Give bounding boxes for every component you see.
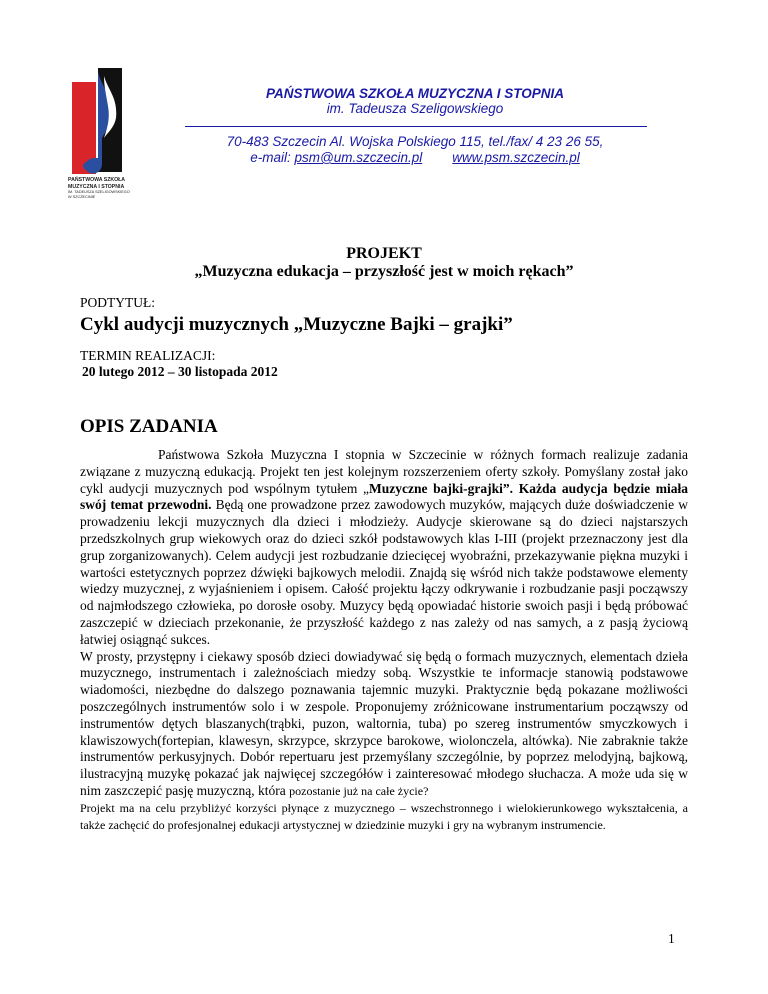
subtitle-value: Cykl audycji muzycznych „Muzyczne Bajki – grajki” [80, 314, 513, 335]
school-patron: im. Tadeusza Szeligowskiego [326, 101, 504, 116]
contact-line [180, 150, 650, 165]
project-title: „Muzyczna edukacja – przyszłość jest w moich rękach” [194, 263, 574, 280]
logo-caption [68, 177, 130, 200]
term-value: 20 lutego 2012 – 30 listopada 2012 [82, 364, 278, 379]
paragraph-1-text-a: Państwowa Szkoła Muzyczna I stopnia w Szczecinie w różnych formach realizuje zadania związane z muzyczną edukacją. Projekt ten jest kolejnym rozszerzeniem oferty szkoły. Pomyślany został jako cykl audycji muzycznych pod wspólnym tytułem „ [80, 447, 688, 496]
paragraph-2-text: W prosty, przystępny i ciekawy sposób dzieci dowiadywać się będą o formach muzycznych, elementach dzieła muzycznego, instrumentach i zależnościach miedzy sobą. Wszystkie te informacje stanowią podstawowe wiadomości, niezbędne do dalszego poznawania tajemnic muzyki. Praktycznie będą pokazane możliwości poszczególnych instrumentów solo i w zespole. Proponujemy zróżnicowane instrumentarium począwszy od instrumentów dętych blaszanych(trąbki, puzon, waltornia, tuba) po szereg instrumentów smyczkowych i klawiszowych(fortepian, klawesyn, skrzypce, skrzypce barokowe, wiolonczela, altówka). Nie zabraknie także instrumentów perkusyjnych. Dobór repertuaru jest przemyślany szczególnie, by poprzez melodyjną, bajkową, ilustracyjną muzykę pokazać jak najwięcej szczegółów i zainteresować młodego słuchacza. A może uda się w nim zaszczepić pasję muzyczną, która [80, 648, 688, 798]
paragraph-2 [80, 649, 688, 800]
logo-line-1: PAŃSTWOWA SZKOŁA [68, 177, 126, 183]
description-body [80, 447, 688, 833]
email-label: e-mail: [250, 150, 295, 165]
paragraph-3: Projekt ma na celu przybliżyć korzyści płynące z muzycznego – wszechstronnego i wielokierunkowego wykształcenia, a także zachęcić do profesjonalnej edukacji artystycznej w dziedzinie muzyki i gry na wybranym instrumencie. [80, 800, 688, 832]
logo-line-2: MUZYCZNA I STOPNIA [68, 183, 125, 190]
paragraph-2-tail: pozostanie już na całe życie? [289, 783, 429, 798]
logo-line-4: W SZCZECINIE [68, 195, 96, 199]
email-link[interactable]: psm@um.szczecin.pl [294, 150, 423, 165]
header-divider [185, 126, 647, 127]
term-label: TERMIN REALIZACJI: [80, 348, 216, 363]
paragraph-1-text-b: Będą one prowadzone przez zawodowych muzyków, mających duże doświadczenie w prowadzeniu lekcji muzycznych dla dzieci i młodzieży. Audycje skierowane są do dzieci najstarszych przedszkolnych grup wiekowych oraz do dzieci szkół podstawowych klas I-III (projekt przeznaczony jest dla grup zorganizowanych). Celem audycji jest rozbudzanie dziecięcej wyobraźni, przekazywanie piękna muzyki i wartości estetycznych poprzez dźwięki bajkowych melodii. Znajdą się wśród nich także podstawowe elementy wiedzy muzycznej, z wyjaśnieniem i opisem. Całość projektu łączy odkrywanie i rozbudzanie pasji począwszy od najmłodszego człowieka, po dorosłe osoby. Muzycy będą opowiadać historie swoich pasji i będą próbować zaszczepić w dzieciach przekonanie, że przyszłość każdego z nas zależy od nas samych, a z pasją życiową łatwiej osiągnąć sukces. [80, 497, 688, 647]
page-number: 1 [668, 931, 675, 946]
subtitle-label: PODTYTUŁ: [80, 295, 155, 310]
section-heading: OPIS ZADANIA [80, 416, 218, 437]
paragraph-1-bold: Muzyczne bajki-grajki”. Każda audycja będzie miała swój temat przewodni. [80, 480, 688, 513]
paragraph-1 [80, 447, 688, 649]
logo-line-3: IM. TADEUSZA SZELIGOWSKIEGO [68, 190, 130, 194]
website-link[interactable]: www.psm.szczecin.pl [452, 150, 580, 165]
school-name: PAŃSTWOWA SZKOŁA MUZYCZNA I STOPNIA [266, 86, 564, 101]
school-address: 70-483 Szczecin Al. Wojska Polskiego 115, tel./fax/ 4 23 26 55, [226, 134, 604, 149]
school-logo [68, 68, 126, 228]
project-label: PROJEKT [346, 245, 422, 262]
